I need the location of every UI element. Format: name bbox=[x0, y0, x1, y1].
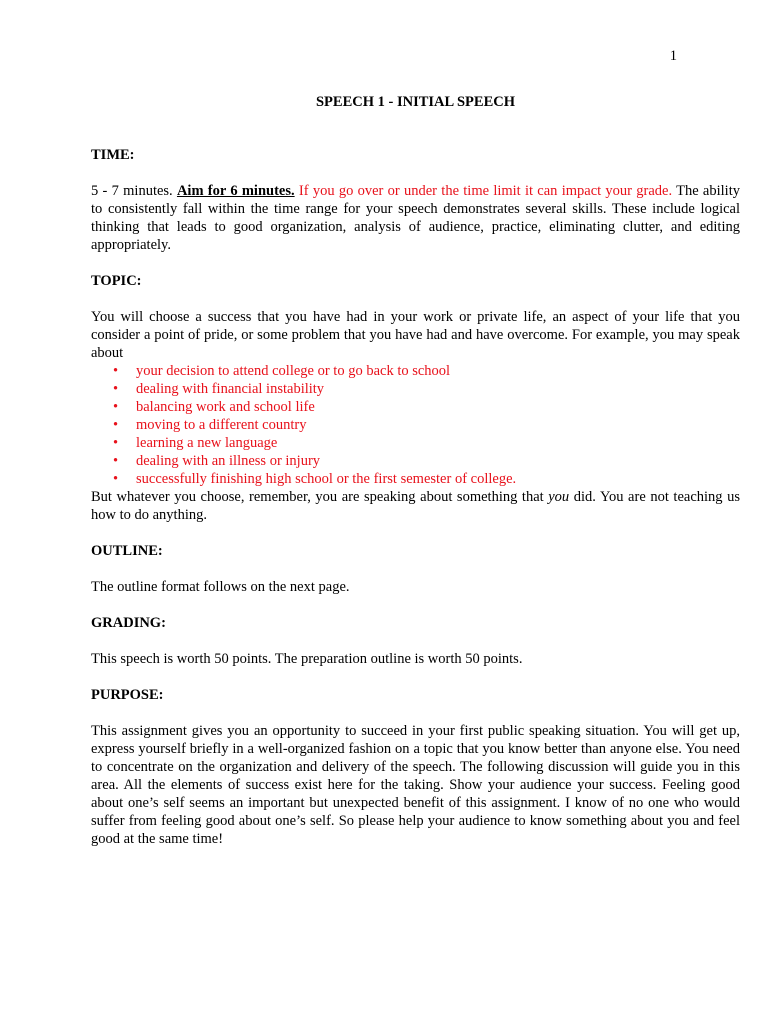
list-item: • dealing with an illness or injury bbox=[113, 453, 321, 469]
page-number: 1 bbox=[669, 48, 677, 64]
document-title: SPEECH 1 - INITIAL SPEECH bbox=[315, 94, 516, 110]
list-item: • moving to a different country bbox=[113, 417, 307, 433]
section-heading-topic: TOPIC: bbox=[91, 273, 142, 289]
bullet-icon: • bbox=[113, 471, 119, 487]
document-body bbox=[91, 93, 740, 848]
section-heading-grading: GRADING: bbox=[91, 615, 166, 631]
time-warning: If you go over or under the time limit it can impact your grade. bbox=[294, 183, 673, 199]
section-heading-time: TIME: bbox=[91, 147, 135, 163]
emphasis-you: you bbox=[548, 489, 570, 505]
list-item: • dealing with financial instability bbox=[113, 381, 325, 397]
time-lead: 5 - 7 minutes. bbox=[91, 183, 177, 199]
topic-intro: You will choose a success that you have had in your work or private life, an aspect of your life that you consider a point of pride, or some problem that you have had and have overcome. For example, you may speak about bbox=[91, 309, 740, 361]
bullet-icon: • bbox=[113, 417, 119, 433]
bullet-icon: • bbox=[113, 381, 119, 397]
time-aim: Aim for 6 minutes. bbox=[176, 183, 295, 199]
bullet-icon: • bbox=[113, 435, 119, 451]
bullet-icon: • bbox=[113, 363, 119, 379]
grading-text: This speech is worth 50 points. The preparation outline is worth 50 points. bbox=[91, 651, 523, 667]
list-item: • your decision to attend college or to go back to school bbox=[113, 363, 451, 379]
outline-text: The outline format follows on the next page. bbox=[91, 579, 350, 595]
list-item: • learning a new language bbox=[113, 435, 278, 451]
topic-examples-list bbox=[91, 362, 740, 488]
purpose-text: This assignment gives you an opportunity to succeed in your first public speaking situation. You will get up, express yourself briefly in a well-organized fashion on a topic that you know better than anyone else. You need to concentrate on the organization and delivery of the speech. The following discussion will guide you in this area. All the elements of success exist here for the taking. Show your audience your success. Feeling good about one’s self seems an important but unexpected benefit of this assignment. I know of no one who would suffer from feeling good about one’s self. So please help your audience to know something about you and feel good at the same time! bbox=[91, 723, 740, 847]
topic-closing: But whatever you choose, remember, you are speaking about something that you did. You are not teaching us how to do anything. bbox=[91, 489, 741, 523]
bullet-icon: • bbox=[113, 453, 119, 469]
list-item: • successfully finishing high school or the first semester of college. bbox=[113, 471, 517, 487]
bullet-icon: • bbox=[113, 399, 119, 415]
time-rest: The ability to consistently fall within the time range for your speech demonstrates several skills. These include logical thinking that leads to good organization, analysis of audience, practice, eliminating clutter, and editing appropriately. bbox=[91, 183, 740, 253]
section-heading-purpose: PURPOSE: bbox=[91, 687, 164, 703]
section-heading-outline: OUTLINE: bbox=[91, 543, 163, 559]
list-item: • balancing work and school life bbox=[113, 399, 315, 415]
time-paragraph bbox=[91, 182, 740, 254]
